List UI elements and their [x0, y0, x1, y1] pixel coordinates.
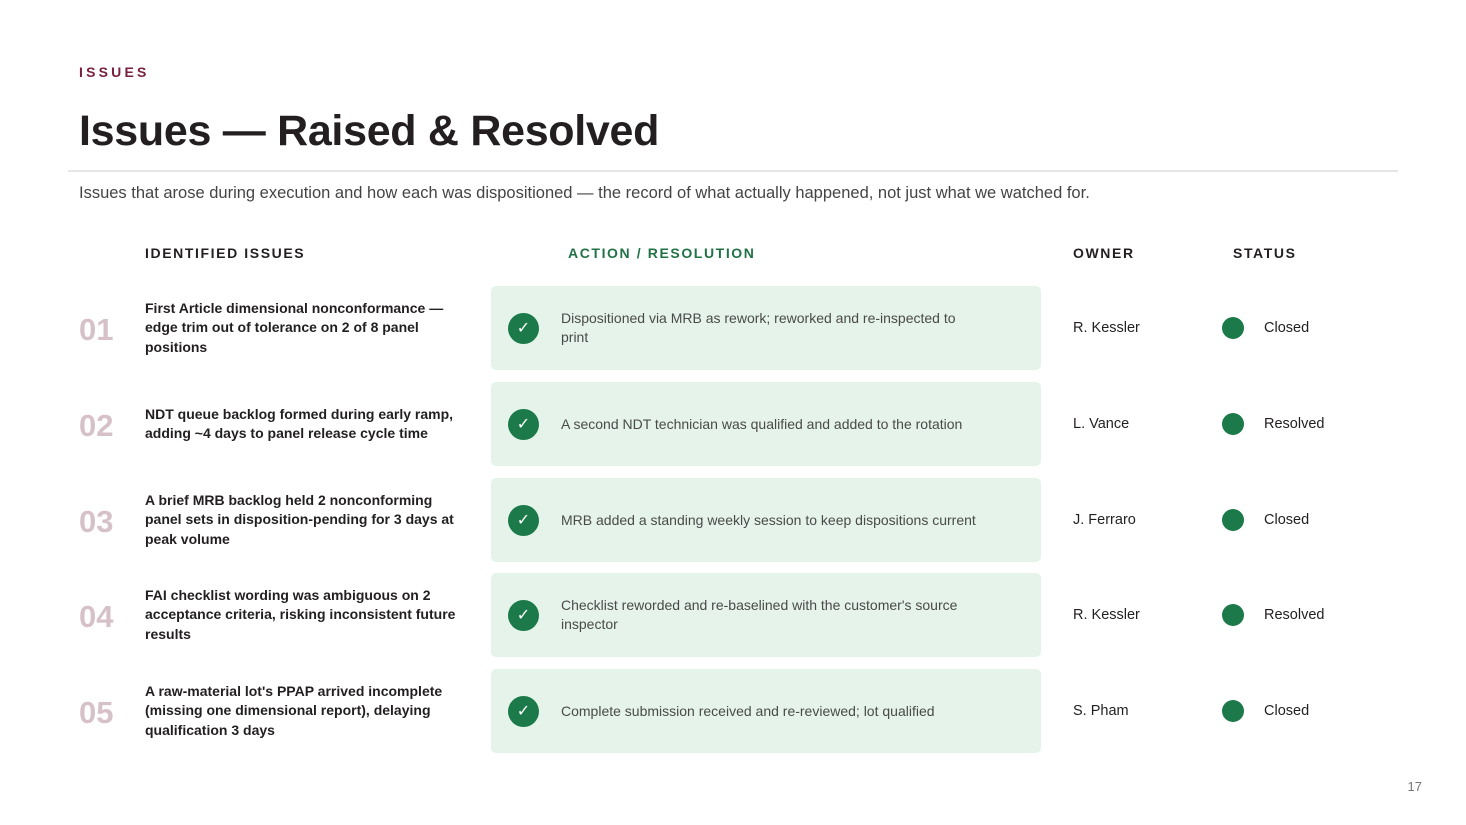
issue-description: A raw-material lot's PPAP arrived incomplete (missing one dimensional report), delaying qualification 3 days — [145, 682, 443, 738]
issue-number: 04 — [79, 599, 114, 634]
resolution-text: MRB added a standing weekly session to keep dispositions current — [561, 511, 976, 528]
resolution-text: Complete submission received and re-reviewed; lot qualified — [561, 702, 935, 719]
owner-name: L. Vance — [1073, 416, 1130, 432]
status-label: Resolved — [1264, 416, 1325, 432]
status-dot-icon — [1222, 700, 1244, 722]
issue-number: 01 — [79, 312, 114, 347]
resolution-text: Checklist reworded and re-baselined with the customer's source inspector — [561, 597, 958, 632]
table-row — [0, 573, 1466, 657]
column-header-status: STATUS — [1233, 245, 1297, 261]
table-row — [0, 669, 1466, 753]
issue-description: FAI checklist wording was ambiguous on 2 acceptance criteria, risking inconsistent future results — [145, 586, 456, 642]
status-label: Closed — [1264, 512, 1310, 528]
issue-description: A brief MRB backlog held 2 nonconforming panel sets in disposition-pending for 3 days at peak volume — [145, 491, 454, 547]
status-dot-icon — [1222, 317, 1244, 339]
status-dot-icon — [1222, 509, 1244, 531]
column-header-issues: IDENTIFIED ISSUES — [145, 245, 306, 261]
resolution-card — [491, 573, 1041, 657]
status-label: Resolved — [1264, 607, 1325, 623]
title-divider — [68, 170, 1398, 172]
issue-number: 05 — [79, 695, 114, 730]
status-dot-icon — [1222, 413, 1244, 435]
status-label: Closed — [1264, 320, 1310, 336]
status-dot-icon — [1222, 604, 1244, 626]
page-title: Issues — Raised & Resolved — [79, 107, 660, 155]
check-circle-icon: ✓ — [508, 600, 539, 631]
issue-number: 03 — [79, 504, 114, 539]
column-header-action: ACTION / RESOLUTION — [568, 245, 756, 261]
table-row — [0, 382, 1466, 466]
resolution-card — [491, 382, 1041, 466]
issue-description: NDT queue backlog formed during early ramp, adding ~4 days to panel release cycle time — [145, 405, 454, 441]
table-row — [0, 286, 1466, 370]
check-circle-icon: ✓ — [508, 696, 539, 727]
owner-name: J. Ferraro — [1073, 512, 1136, 528]
owner-name: R. Kessler — [1073, 607, 1140, 623]
column-header-owner: OWNER — [1073, 245, 1135, 261]
owner-name: R. Kessler — [1073, 320, 1140, 336]
resolution-text: Dispositioned via MRB as rework; reworked and re-inspected to print — [561, 310, 956, 345]
issue-number: 02 — [79, 408, 114, 443]
check-circle-icon: ✓ — [508, 409, 539, 440]
page-subtitle: Issues that arose during execution and how each was dispositioned — the record of what actually happened, not just what we watched for. — [79, 184, 1090, 202]
resolution-card — [491, 669, 1041, 753]
table-row — [0, 478, 1466, 562]
resolution-card — [491, 478, 1041, 562]
page-number: 17 — [1407, 779, 1422, 794]
resolution-card — [491, 286, 1041, 370]
eyebrow-label: ISSUES — [79, 64, 150, 80]
owner-name: S. Pham — [1073, 703, 1129, 719]
resolution-text: A second NDT technician was qualified and added to the rotation — [561, 415, 963, 432]
issue-description: First Article dimensional nonconformance — edge trim out of tolerance on 2 of 8 panel positions — [145, 299, 444, 355]
status-label: Closed — [1264, 703, 1310, 719]
check-circle-icon: ✓ — [508, 505, 539, 536]
check-circle-icon: ✓ — [508, 313, 539, 344]
